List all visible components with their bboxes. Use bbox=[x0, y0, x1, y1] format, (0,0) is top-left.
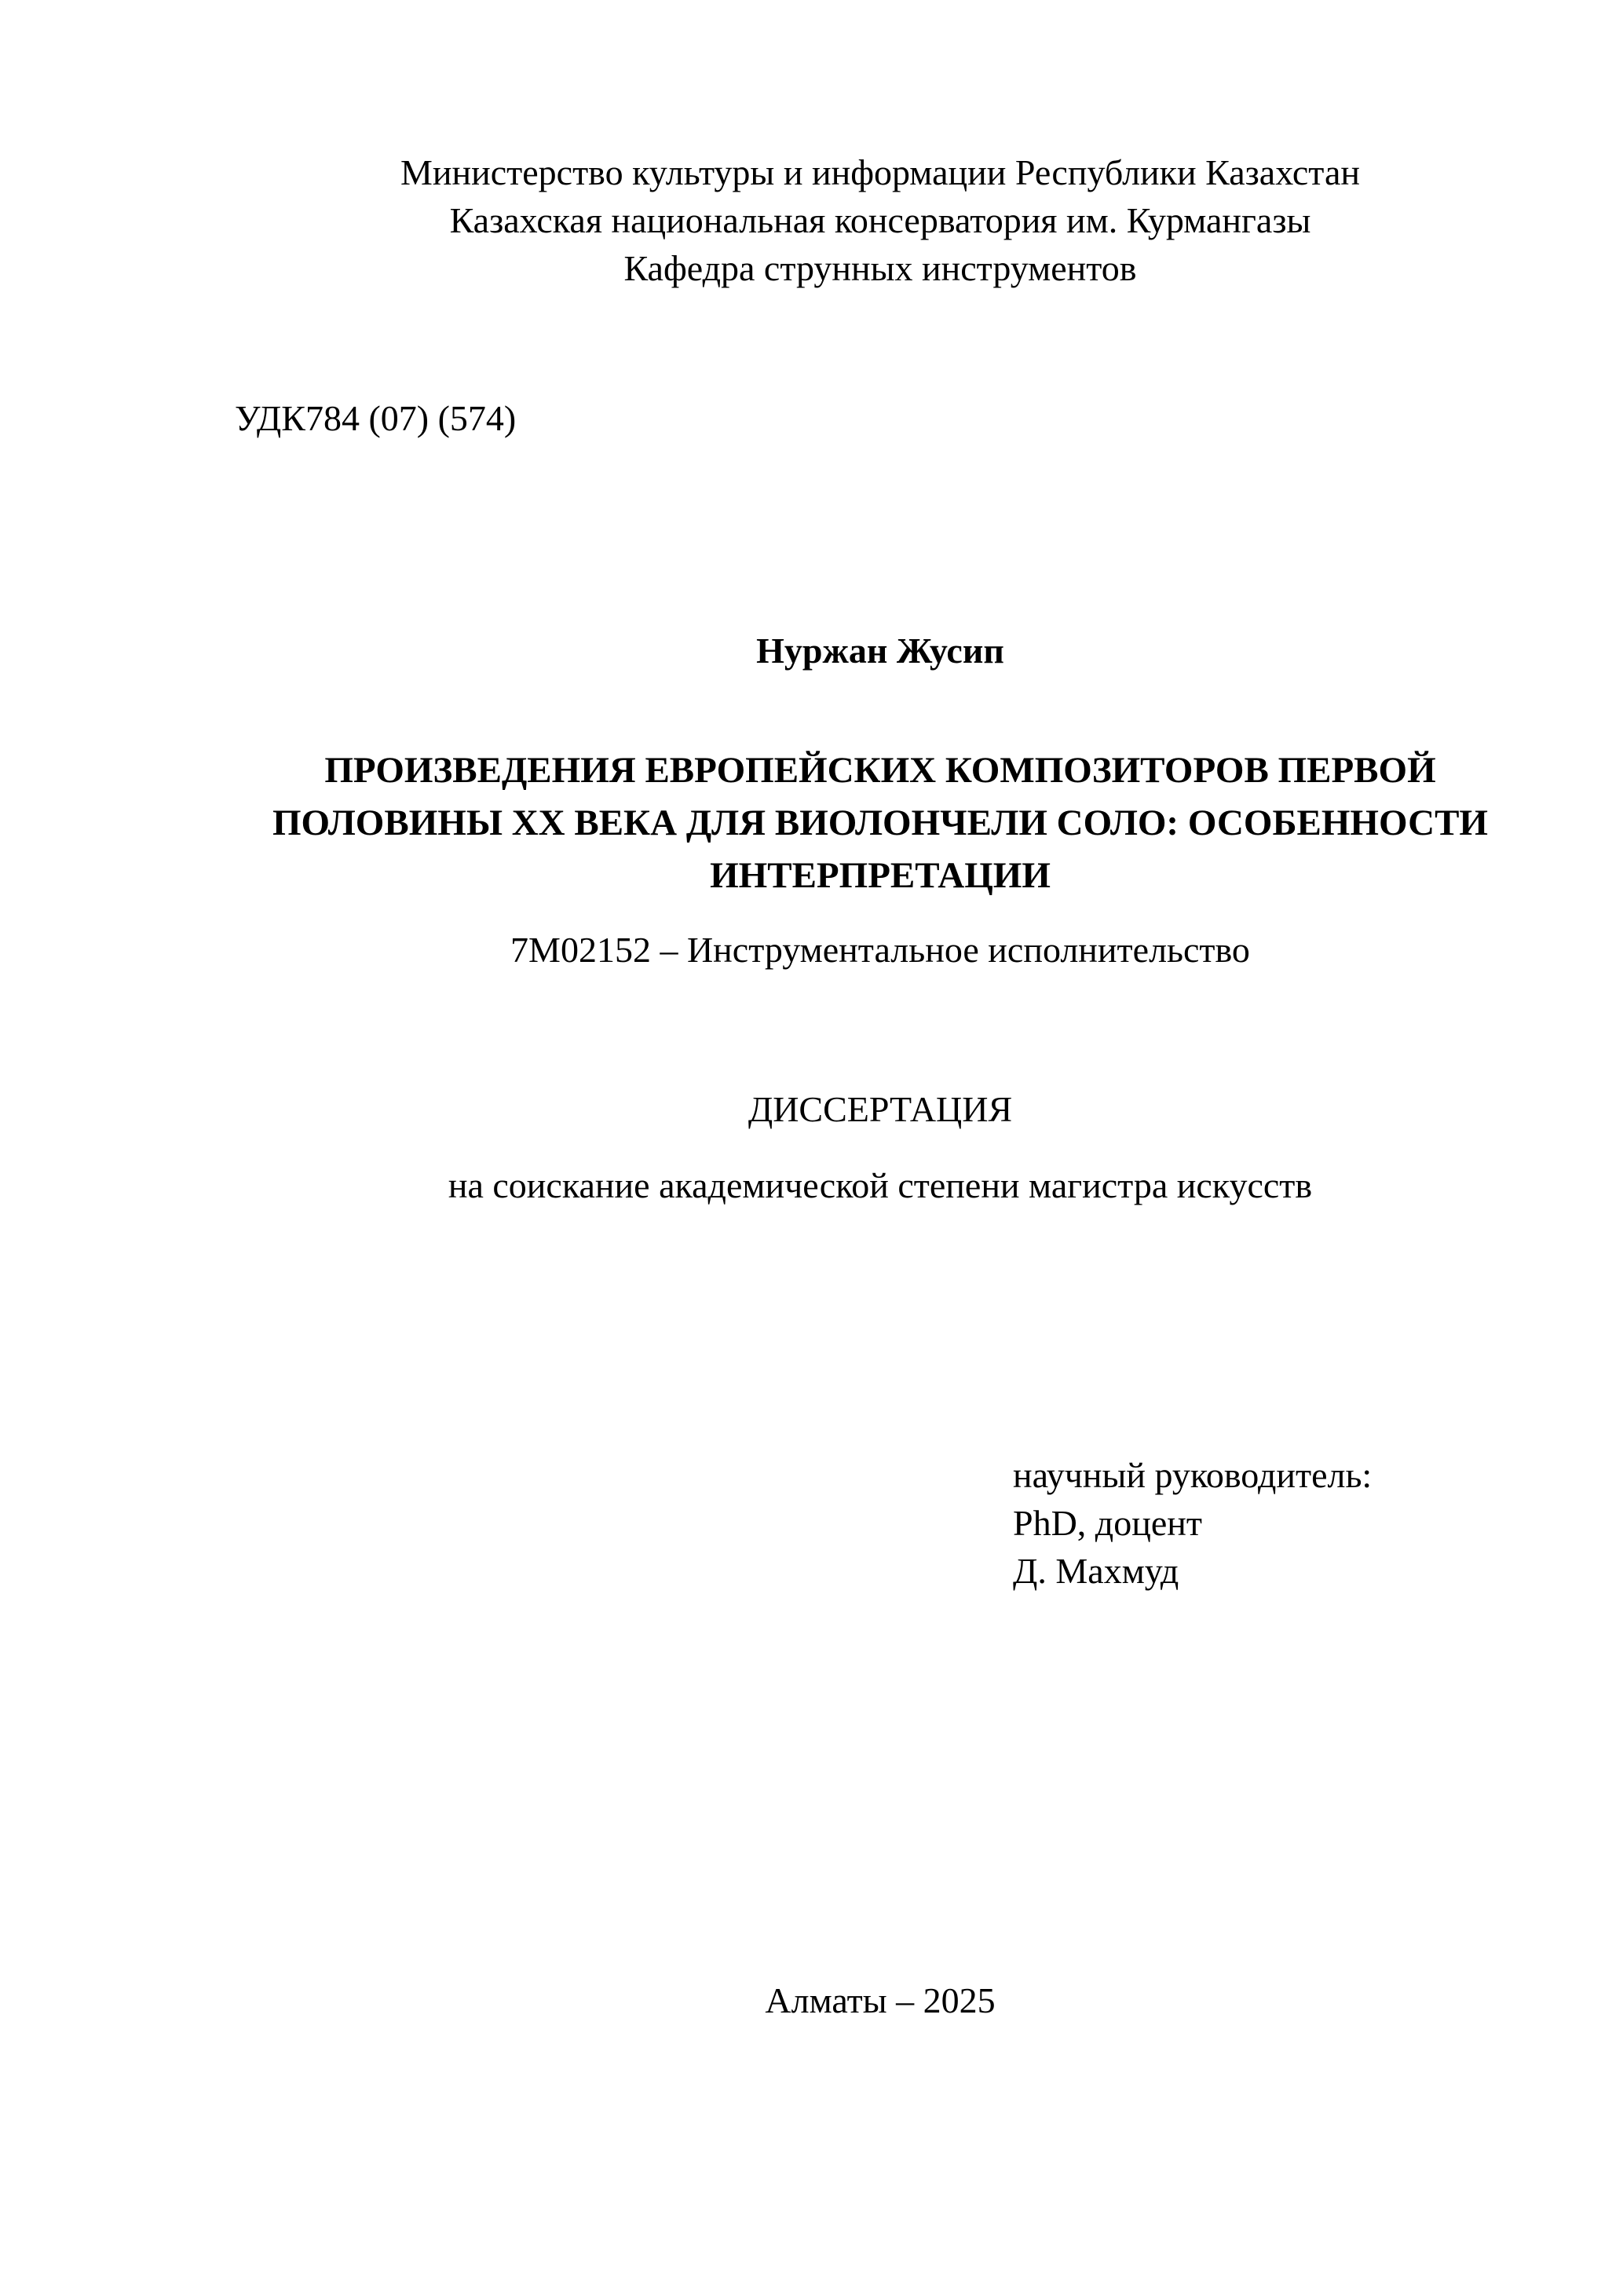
specialty-code: 7М02152 – Инструментальное исполнительство bbox=[510, 930, 1250, 970]
dissertation-title bbox=[98, 744, 1623, 902]
author-name: Нуржан Жусип bbox=[756, 631, 1004, 671]
department-line: Кафедра струнных инструментов bbox=[623, 248, 1137, 288]
dissertation-title-line-2: ПОЛОВИНЫ XX ВЕКА ДЛЯ ВИОЛОНЧЕЛИ СОЛО: ОСОБЕННОСТИ bbox=[272, 803, 1488, 843]
supervisor-degree: PhD, доцент bbox=[1013, 1503, 1202, 1543]
degree-line: на соискание академической степени магистра искусств bbox=[448, 1165, 1313, 1205]
ministry-line: Министерство культуры и информации Республики Казахстан bbox=[400, 152, 1361, 192]
dissertation-title-line-1: ПРОИЗВЕДЕНИЯ ЕВРОПЕЙСКИХ КОМПОЗИТОРОВ ПЕРВОЙ bbox=[324, 750, 1436, 791]
dissertation-title-line-3: ИНТЕРПРЕТАЦИИ bbox=[710, 855, 1051, 896]
udc-code: УДК784 (07) (574) bbox=[235, 398, 517, 438]
supervisor-name: Д. Махмуд bbox=[1013, 1551, 1179, 1591]
city-year: Алматы – 2025 bbox=[765, 1980, 996, 2020]
conservatory-line: Казахская национальная консерватория им. Курмангазы bbox=[449, 200, 1311, 240]
header-block bbox=[239, 148, 1521, 292]
supervisor-label: научный руководитель: bbox=[1013, 1455, 1373, 1495]
supervisor-block bbox=[1013, 1451, 1372, 1595]
document-type: ДИССЕРТАЦИЯ bbox=[748, 1089, 1013, 1129]
